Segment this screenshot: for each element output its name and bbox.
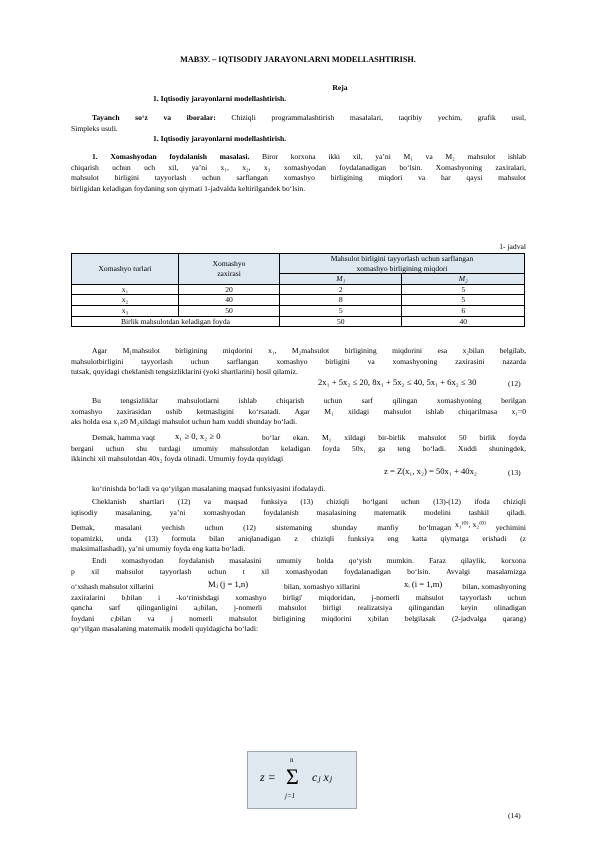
profit-label: Birlik mahsulotdan keladigan foyda <box>72 316 280 327</box>
paragraph-8-text-c: bilan, xomashyoning <box>462 582 526 591</box>
paragraph-1-line-1 <box>92 152 526 162</box>
profit-m1: 50 <box>280 316 402 327</box>
paragraph-8-line-5: qancha sarf qilinganligini aᵢⱼbilan, j-nomerli mahsulot birligi realizatsiya qilingandan keyin olinadigan <box>71 603 526 612</box>
material-m1: 2 <box>280 284 402 295</box>
material-name: x₁ <box>72 284 179 295</box>
header-usage <box>280 254 525 274</box>
page-title: MAВЗУ. – IQTISODIY JARAYONLARNI MODELLASHTIRISH. <box>180 55 416 64</box>
section-heading: 1. Iqtisodiy jarayonlarni modellashtirish. <box>153 134 287 143</box>
material-index-set: xᵢ (i = 1,m) <box>404 579 443 589</box>
paragraph-7-text-a: Demak, masalani yechish uchun (12) sistemaning shunday manfiy bo‘lmagan <box>71 523 451 532</box>
paragraph-2-line-2: mahsulotbirligini tayyorlash uchun sarflangan xomashyo birligini va xomashyoning zaxirasini nazarda <box>71 356 526 366</box>
table-row <box>72 284 525 295</box>
paragraph-6-line-2: iqtisodiy masalaning, ya’ni xomashyodan foydalanish masalasining matematik modelini tashkil qiladi. <box>71 507 526 517</box>
table-row <box>72 305 525 316</box>
plan-heading: Reja <box>332 83 348 92</box>
equation-14-lhs: z = <box>260 770 276 784</box>
paragraph-8-text-b: bilan, xomashyo xillarini <box>284 582 361 591</box>
paragraph-1-line-2: chiqarish uchun uch xil, ya’ni x₁, x₂, x₃ xomashyodan foydalanadigan bo‘lsin. Xomashyoning zaxiralari, <box>71 162 526 172</box>
equation-12-number: (12) <box>508 379 521 388</box>
paragraph-7-line-3: maksimallashadi), ya’ni umumiy foyda eng katta bo‘ladi. <box>71 544 246 553</box>
header-m2: M₂ <box>402 274 525 285</box>
keywords-label: Tayanch so‘z va iboralar: <box>92 113 216 122</box>
paragraph-1-line-3: mahsulot birligini tayyorlash uchun sarflangan xomashyo birligining miqdori va har qaysi mahsulot <box>71 173 526 182</box>
paragraph-4-text-a: Demak, hamma vaqt <box>92 433 156 442</box>
paragraph-8-line-6: foydani cⱼbilan va j nomerli mahsulot birligining miqdorini xⱼbilan belgilasak (2-jadvalga qarang) <box>71 613 526 623</box>
material-m2: 5 <box>402 284 525 295</box>
table-header-row <box>72 254 525 274</box>
paragraph-5: ko‘rinishda bo‘ladi va qo‘yilgan masalaning maqsad funksiyasini ifodalaydi. <box>92 484 326 493</box>
material-m1: 8 <box>280 295 402 306</box>
product-index-set: Mⱼ (j = 1,n) <box>208 579 249 589</box>
solution-x0: x₁⁽⁰⁾, x₂⁽⁰⁾ <box>455 520 487 529</box>
material-m2: 6 <box>402 305 525 316</box>
paragraph-1-line-4: birligidan keladigan foydaning son qiymati 1-jadvalda keltirilgandek bo‘lsin. <box>71 183 306 193</box>
paragraph-3-line-2: xomashyo zaxirasidan oshib ketmasligini ko‘rsatadi. Agar M₁ xildagi mahsulot ishlab chiqarilmasa x₁=0 <box>71 406 526 416</box>
problem-title: 1. Xomashyodan foydalanish masalasi. <box>92 152 250 161</box>
plan-item: 1. Iqtisodiy jarayonlarni modellashtirish. <box>153 94 287 103</box>
header-usage-line-1: Mahsulot birligini tayyorlash uchun sarflangan <box>330 254 474 263</box>
paragraph-1-text: Biror korxona ikki xil, ya’ni M₁ va M₂ mahsulot ishlab <box>262 152 526 161</box>
paragraph-8-text-a: o‘xshash mahsulot xillarini <box>71 582 154 591</box>
header-stock-line-2: zaxirasi <box>217 268 241 278</box>
table-row <box>72 295 525 306</box>
paragraph-3-line-3: aks holda esa x₁≥0 M₂xildagi mahsulot uchun ham xuddi shunday bo‘ladi. <box>71 417 298 426</box>
summation-symbol: Σ <box>286 764 299 789</box>
paragraph-8-line-2: p xil mahsulot tayyorlash uchun t xil xomashyodan foydalanadigan bo‘lsin. Avvalgi masalamizga <box>71 566 526 576</box>
paragraph-3-line-1: Bu tengsizliklar mahsulotlarni ishlab chiqarish uchun sarf qilingan xomashyoning berilgan <box>92 396 526 405</box>
paragraph-2-line-1: Agar M₁mahsulot birligining miqdorini x₁, M₂mahsulot birligining miqdorini esa x₂bilan belgilab, <box>92 346 526 355</box>
header-usage-line-2: xomashyo birligining miqdori <box>356 263 448 273</box>
paragraph-8-line-4: zaxiralarini bᵢbilan i -ko‘rinishdagi xomashyo birligi' miqdoridan, j-nomerli mahsulot tayyorlash uchun <box>71 592 526 602</box>
keywords-text: Chiziqli programmalashtirish masalalari, taqribiy yechim, grafik usul, <box>231 113 526 122</box>
equation-14-upper: n <box>290 756 294 764</box>
material-m2: 5 <box>402 295 525 306</box>
paragraph-8-line-1: Endi xomashyodan foydalanish masalasini umumiy holda qo‘yish mumkin. Faraz qilaylik, korxona <box>92 556 526 565</box>
material-stock: 40 <box>179 295 280 306</box>
paragraph-6-line-1: Cheklanish shartlari (12) va maqsad funksiya (13) chiziqli bo‘lgani uchun (13)-(12) ifoda chiziqli <box>92 497 526 506</box>
material-m1: 5 <box>280 305 402 316</box>
keywords-text-cont: Simpleks usuli. <box>71 123 118 133</box>
header-stock <box>179 254 280 285</box>
paragraph-8-line-7: qo‘yilgan masalaning matematik modeli quyidagicha bo‘ladi: <box>71 624 259 633</box>
paragraph-7-text-b: yechimini <box>495 523 526 532</box>
paragraph-2-line-3: tutsak, quyidagi cheklanish tengsizliklarini (yoki shartlarini) hosil qilamiz. <box>71 367 298 376</box>
header-m1: M₁ <box>280 274 402 285</box>
equation-13-number: (13) <box>508 468 521 477</box>
table-caption: 1- jadval <box>499 242 526 251</box>
equation-14-lower: j=1 <box>285 792 296 800</box>
equation-13: z = Z(x₁, x₂) = 50x₁ + 40x₂ <box>384 466 477 476</box>
equation-14-box <box>247 751 357 809</box>
header-materials: Xomashyo turlari <box>72 254 179 285</box>
header-stock-line-1: Xomashyo <box>212 259 246 269</box>
raw-material-table <box>71 253 525 327</box>
material-name: x₂ <box>72 295 179 306</box>
paragraph-4-line-3: ikkinchi xil mahsulotdan 40x₂ foyda olinadi. Umumiy foyda quyidagi <box>71 454 284 463</box>
profit-m2: 40 <box>402 316 525 327</box>
paragraph-4-line-2: bergani uchun shu turdagi umumiy mahsulotdan keladigan foyda 50x₁ ga teng bo‘ladi. Xuddi shuningdek, <box>71 443 526 453</box>
material-stock: 20 <box>179 284 280 295</box>
table-row-profit <box>72 316 525 327</box>
material-stock: 50 <box>179 305 280 316</box>
equation-14-rhs: cⱼ xⱼ <box>312 770 332 784</box>
keywords-line <box>92 113 526 123</box>
paragraph-7-line-2: topamizki, unda (13) formula bilan aniqlanadigan z chiziqli funksiya eng katta qiymatga erishadi (z <box>71 533 526 543</box>
equation-14-number: (14) <box>508 811 521 820</box>
material-name: x₃ <box>72 305 179 316</box>
inequality-nonnegative: x₁ ≥ 0, x₂ ≥ 0 <box>175 431 221 441</box>
paragraph-4-text-b: bo‘lar ekan. M₁ xildagi bir-birlik mahsulot 50 birlik foyda <box>262 433 526 442</box>
equation-12: 2x₁ + 5x₂ ≤ 20, 8x₁ + 5x₂ ≤ 40, 5x₁ + 6x₂ ≤ 30 <box>318 377 477 387</box>
